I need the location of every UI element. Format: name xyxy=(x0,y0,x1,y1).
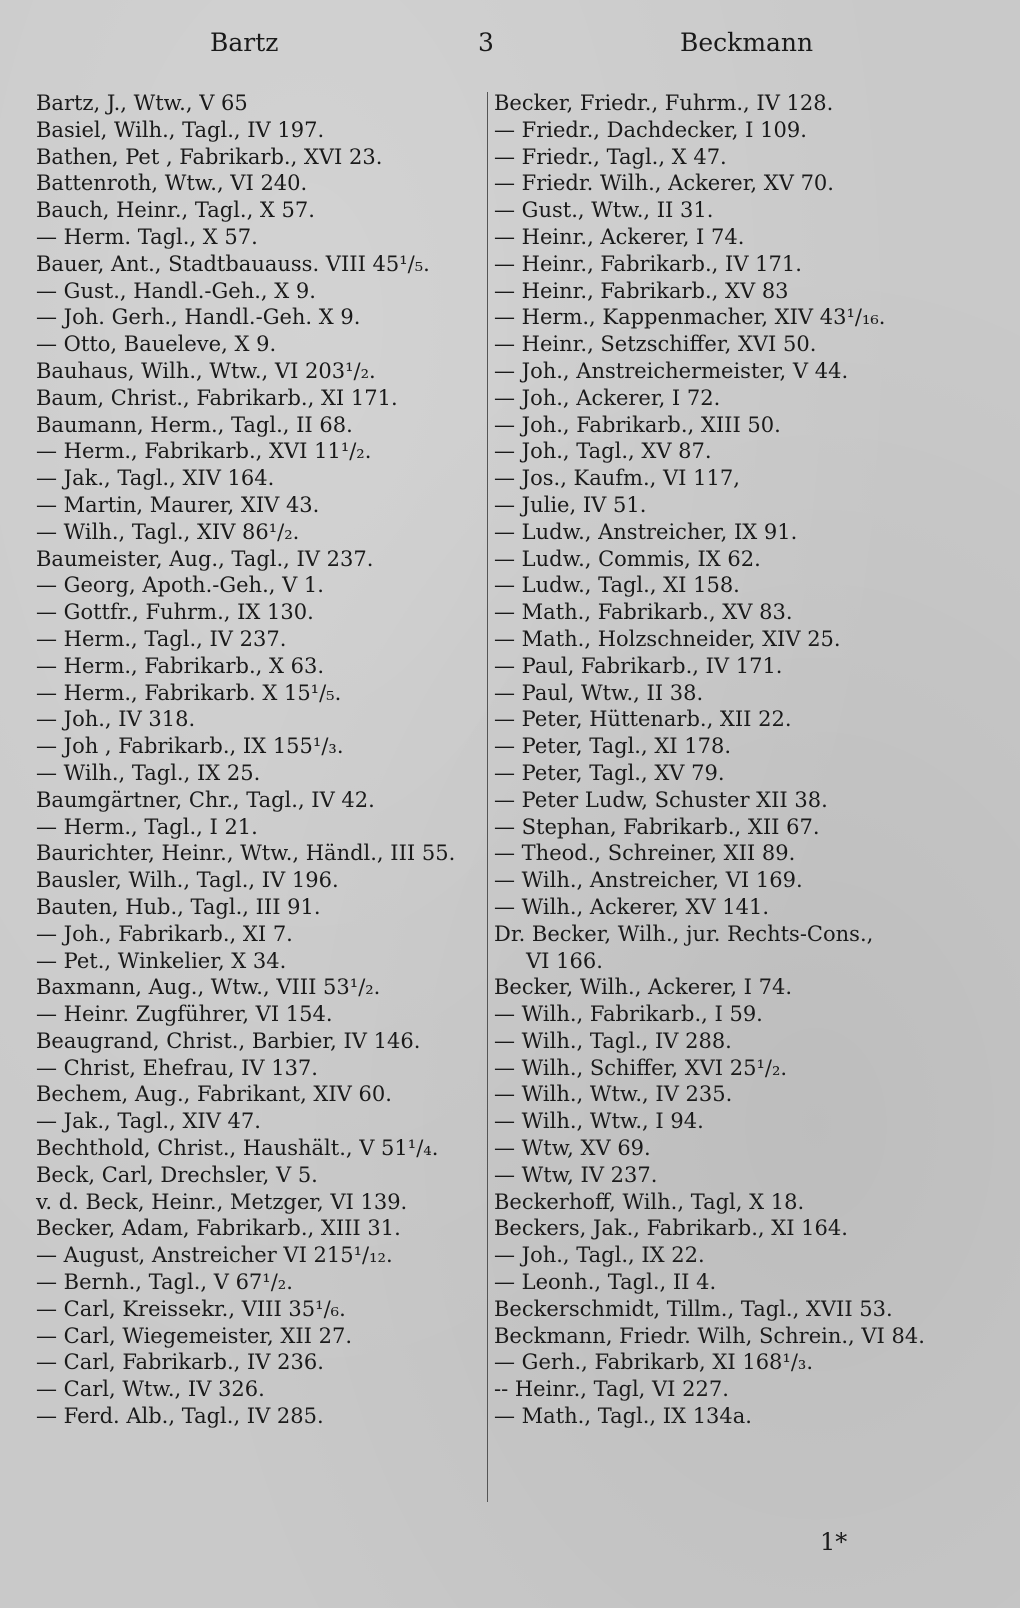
directory-entry: — Pet., Winkelier, X 34. xyxy=(36,948,287,973)
directory-entry: — Otto, Baueleve, X 9. xyxy=(36,332,277,357)
directory-entry: — Herm., Fabrikarb. X 15¹/₅. xyxy=(36,680,342,705)
directory-entry: — Paul, Wtw., II 38. xyxy=(494,680,704,705)
directory-entry: Beaugrand, Christ., Barbier, IV 146. xyxy=(36,1028,421,1053)
directory-entry: — Ludw., Tagl., XI 158. xyxy=(494,573,740,598)
directory-entry: — Wilh., Schiffer, XVI 25¹/₂. xyxy=(494,1055,788,1080)
directory-entry: Bauch, Heinr., Tagl., X 57. xyxy=(36,198,315,223)
directory-entry: — Wtw, IV 237. xyxy=(494,1162,658,1187)
right-column xyxy=(494,90,954,1430)
directory-entry: — Joh., Tagl., XV 87. xyxy=(494,439,712,464)
directory-entry: — Peter, Tagl., XI 178. xyxy=(494,734,731,759)
directory-entry: Becker, Friedr., Fuhrm., IV 128. xyxy=(494,91,834,115)
directory-entry: Bausler, Wilh., Tagl., IV 196. xyxy=(36,868,339,893)
directory-entry: — Herm. Tagl., X 57. xyxy=(36,224,258,249)
directory-entry: — Joh., Fabrikarb., XI 7. xyxy=(36,921,293,946)
directory-entry: — Joh., Anstreichermeister, V 44. xyxy=(494,358,849,383)
directory-entry: — Gust., Handl.-Geh., X 9. xyxy=(36,278,316,303)
directory-entry: — Gerh., Fabrikarb, XI 168¹/₃. xyxy=(494,1350,813,1375)
directory-entry: Baumgärtner, Chr., Tagl., IV 42. xyxy=(36,787,375,812)
directory-entry: Bechem, Aug., Fabrikant, XIV 60. xyxy=(36,1082,392,1107)
signature-mark: 1* xyxy=(820,1528,848,1556)
directory-entry: — Bernh., Tagl., V 67¹/₂. xyxy=(36,1270,293,1295)
directory-entry: Beckmann, Friedr. Wilh, Schrein., VI 84. xyxy=(494,1323,925,1348)
directory-entry: — Christ, Ehefrau, IV 137. xyxy=(36,1055,318,1080)
page-number: 3 xyxy=(478,28,494,57)
directory-entry: — Gottfr., Fuhrm., IX 130. xyxy=(36,600,314,625)
directory-entry: — Herm., Fabrikarb., XVI 11¹/₂. xyxy=(36,439,372,464)
directory-entry: — Heinr., Ackerer, I 74. xyxy=(494,224,745,249)
directory-entry: Becker, Adam, Fabrikarb., XIII 31. xyxy=(36,1216,401,1241)
directory-entry: Baxmann, Aug., Wtw., VIII 53¹/₂. xyxy=(36,975,381,1000)
directory-entry: Basiel, Wilh., Tagl., IV 197. xyxy=(36,117,325,142)
directory-entry: — Herm., Tagl., IV 237. xyxy=(36,626,287,651)
directory-entry: — Herm., Tagl., I 21. xyxy=(36,814,258,839)
directory-entry: — Friedr. Wilh., Ackerer, XV 70. xyxy=(494,171,834,196)
directory-entry: — Wtw, XV 69. xyxy=(494,1136,651,1161)
directory-entry: — Joh., Tagl., IX 22. xyxy=(494,1243,705,1268)
directory-entry: — Gust., Wtw., II 31. xyxy=(494,198,714,223)
directory-entry: Bauer, Ant., Stadtbauauss. VIII 45¹/₅. xyxy=(36,251,430,276)
left-column xyxy=(36,90,486,1430)
directory-entry: — Jos., Kaufm., VI 117, xyxy=(494,466,740,491)
directory-entry: — Wilh., Tagl., IX 25. xyxy=(36,760,261,785)
header-last-name: Beckmann xyxy=(680,28,814,57)
directory-entry: — Wilh., Wtw., IV 235. xyxy=(494,1082,733,1107)
directory-entry: — Math., Holzschneider, XIV 25. xyxy=(494,626,841,651)
directory-entry: Bathen, Pet , Fabrikarb., XVI 23. xyxy=(36,144,383,169)
directory-entry: — Math., Tagl., IX 134a. xyxy=(494,1404,752,1429)
directory-entry: — Heinr. Zugführer, VI 154. xyxy=(36,1002,333,1027)
directory-entry: — Jak., Tagl., XIV 47. xyxy=(36,1109,261,1134)
directory-entry: — Ferd. Alb., Tagl., IV 285. xyxy=(36,1404,324,1429)
directory-entry: — Friedr., Dachdecker, I 109. xyxy=(494,117,807,142)
directory-entry: — Herm., Kappenmacher, XIV 43¹/₁₆. xyxy=(494,305,886,330)
directory-entry: v. d. Beck, Heinr., Metzger, VI 139. xyxy=(36,1189,408,1214)
directory-entry: Beckerhoff, Wilh., Tagl, X 18. xyxy=(494,1189,805,1214)
directory-entry: — August, Anstreicher VI 215¹/₁₂. xyxy=(36,1243,393,1268)
directory-entry: — Joh., IV 318. xyxy=(36,707,196,732)
header-first-name: Bartz xyxy=(210,28,279,57)
directory-entry: — Herm., Fabrikarb., X 63. xyxy=(36,653,325,678)
directory-entry: — Heinr., Fabrikarb., XV 83 xyxy=(494,278,789,303)
column-divider xyxy=(487,92,488,1502)
directory-entry: — Ludw., Commis, IX 62. xyxy=(494,546,761,571)
directory-entry: — Stephan, Fabrikarb., XII 67. xyxy=(494,814,820,839)
directory-entry: — Jak., Tagl., XIV 164. xyxy=(36,466,275,491)
directory-entry: — Wilh., Tagl., IV 288. xyxy=(494,1028,732,1053)
directory-entry: Bauten, Hub., Tagl., III 91. xyxy=(36,894,321,919)
directory-entry: Baum, Christ., Fabrikarb., XI 171. xyxy=(36,385,398,410)
directory-entry: — Wilh., Wtw., I 94. xyxy=(494,1109,704,1134)
directory-entry: — Wilh., Tagl., XIV 86¹/₂. xyxy=(36,519,300,544)
directory-entry: Bechthold, Christ., Haushält., V 51¹/₄. xyxy=(36,1136,439,1161)
directory-entry: — Julie, IV 51. xyxy=(494,492,647,517)
directory-entry: Becker, Wilh., Ackerer, I 74. xyxy=(494,975,793,1000)
directory-entry: — Joh , Fabrikarb., IX 155¹/₃. xyxy=(36,734,344,759)
directory-entry: — Joh. Gerh., Handl.-Geh. X 9. xyxy=(36,305,361,330)
directory-entry: — Joh., Fabrikarb., XIII 50. xyxy=(494,412,781,437)
directory-entry: — Wilh., Fabrikarb., I 59. xyxy=(494,1002,763,1027)
directory-entry: — Carl, Wiegemeister, XII 27. xyxy=(36,1323,352,1348)
directory-entry: Baumeister, Aug., Tagl., IV 237. xyxy=(36,546,374,571)
directory-entry: — Carl, Fabrikarb., IV 236. xyxy=(36,1350,324,1375)
directory-entry: — Math., Fabrikarb., XV 83. xyxy=(494,600,793,625)
directory-entry: Baumann, Herm., Tagl., II 68. xyxy=(36,412,353,437)
directory-entry: Battenroth, Wtw., VI 240. xyxy=(36,171,308,196)
directory-entry: Beck, Carl, Drechsler, V 5. xyxy=(36,1162,318,1187)
directory-entry: Beckers, Jak., Fabrikarb., XI 164. xyxy=(494,1216,848,1241)
directory-entry: — Martin, Maurer, XIV 43. xyxy=(36,492,320,517)
directory-entry: — Peter, Hüttenarb., XII 22. xyxy=(494,707,792,732)
directory-entry: — Wilh., Ackerer, XV 141. xyxy=(494,894,770,919)
directory-entry: — Georg, Apoth.-Geh., V 1. xyxy=(36,573,324,598)
directory-entry: Beckerschmidt, Tillm., Tagl., XVII 53. xyxy=(494,1296,893,1321)
directory-entry: Baurichter, Heinr., Wtw., Händl., III 55. xyxy=(36,841,456,866)
directory-entry: — Carl, Wtw., IV 326. xyxy=(36,1377,265,1402)
directory-entry: — Joh., Ackerer, I 72. xyxy=(494,385,721,410)
directory-entry: — Carl, Kreissekr., VIII 35¹/₆. xyxy=(36,1296,346,1321)
directory-entry: — Peter, Tagl., XV 79. xyxy=(494,760,725,785)
running-head xyxy=(0,28,1020,68)
directory-entry: — Friedr., Tagl., X 47. xyxy=(494,144,727,169)
directory-entry: Dr. Becker, Wilh., jur. Rechts-Cons., xyxy=(494,921,874,946)
directory-entry: — Leonh., Tagl., II 4. xyxy=(494,1270,717,1295)
directory-entry: — Peter Ludw, Schuster XII 38. xyxy=(494,787,828,812)
directory-entry: — Paul, Fabrikarb., IV 171. xyxy=(494,653,783,678)
directory-entry: — Wilh., Anstreicher, VI 169. xyxy=(494,868,803,893)
directory-entry: — Heinr., Setzschiffer, XVI 50. xyxy=(494,332,817,357)
directory-entry: Bauhaus, Wilh., Wtw., VI 203¹/₂. xyxy=(36,358,376,383)
directory-entry: VI 166. xyxy=(526,948,603,973)
directory-entry: — Theod., Schreiner, XII 89. xyxy=(494,841,796,866)
directory-entry: — Ludw., Anstreicher, IX 91. xyxy=(494,519,798,544)
directory-entry: -- Heinr., Tagl, VI 227. xyxy=(494,1377,729,1402)
directory-entry: Bartz, J., Wtw., V 65 xyxy=(36,91,248,115)
directory-entry: — Heinr., Fabrikarb., IV 171. xyxy=(494,251,802,276)
